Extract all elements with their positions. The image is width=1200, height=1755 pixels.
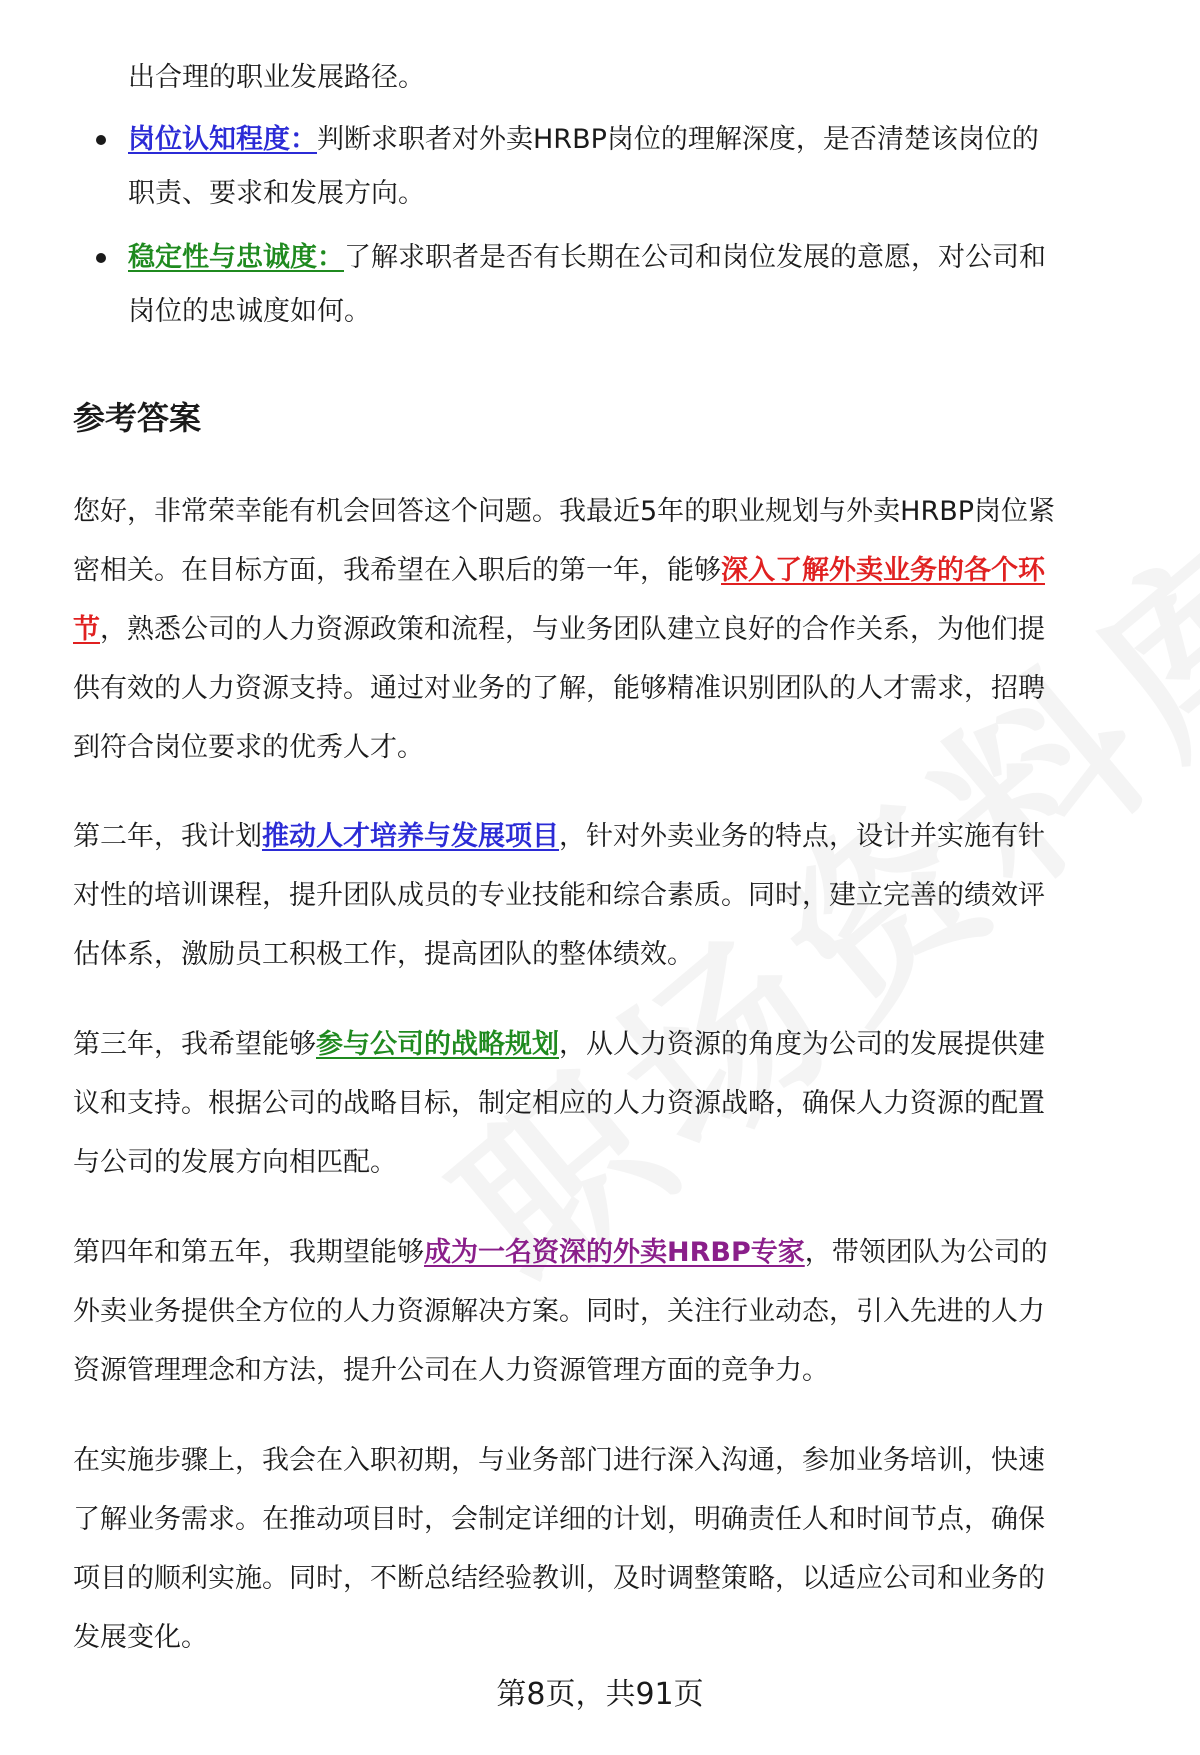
paragraph-text: 第二年，我计划 <box>73 821 262 852</box>
bullet-icon <box>96 135 106 145</box>
paragraph-line <box>73 817 1045 857</box>
highlight-stability: 稳定性与忠诚度： <box>128 242 344 273</box>
list-item-continuation: 出合理的职业发展路径。 <box>128 62 425 93</box>
list-item-stability <box>128 238 1046 278</box>
list-item-text: 职责、要求和发展方向。 <box>128 178 425 209</box>
paragraph-line <box>73 1025 1045 1065</box>
paragraph-line: 议和支持。根据公司的战略目标，制定相应的人力资源战略，确保人力资源的配置 <box>73 1088 1045 1119</box>
paragraph-line: 在实施步骤上，我会在入职初期，与业务部门进行深入沟通，参加业务培训，快速 <box>73 1445 1045 1476</box>
paragraph-line: 了解业务需求。在推动项目时，会制定详细的计划，明确责任人和时间节点，确保 <box>73 1504 1045 1535</box>
paragraph-line: 外卖业务提供全方位的人力资源解决方案。同时，关注行业动态，引入先进的人力 <box>73 1296 1045 1327</box>
paragraph-text: ，带领团队为公司的 <box>804 1237 1048 1268</box>
highlight-job-awareness: 岗位认知程度： <box>128 124 317 155</box>
highlight-business-understanding: 深入了解外卖业务的各个环 <box>721 555 1045 586</box>
paragraph-line <box>73 1233 1048 1273</box>
list-item-text: 岗位的忠诚度如何。 <box>128 296 371 327</box>
paragraph-line: 估体系，激励员工积极工作，提高团队的整体绩效。 <box>73 939 694 970</box>
paragraph-text: ，从人力资源的角度为公司的发展提供建 <box>559 1029 1045 1060</box>
paragraph-text: ，熟悉公司的人力资源政策和流程，与业务团队建立良好的合作关系，为他们提 <box>100 614 1045 645</box>
paragraph-line: 到符合岗位要求的优秀人才。 <box>73 732 424 763</box>
list-item-text: 判断求职者对外卖HRBP岗位的理解深度，是否清楚该岗位的 <box>317 124 1039 155</box>
page-number: 第8页，共91页 <box>496 1677 704 1712</box>
paragraph-text: 密相关。在目标方面，我希望在入职后的第一年，能够 <box>73 555 721 586</box>
paragraph-line: 对性的培训课程，提升团队成员的专业技能和综合素质。同时，建立完善的绩效评 <box>73 880 1045 911</box>
paragraph-line <box>73 551 1045 591</box>
paragraph-line: 供有效的人力资源支持。通过对业务的了解，能够精准识别团队的人才需求，招聘 <box>73 673 1045 704</box>
highlight-hrbp-expert: 成为一名资深的外卖HRBP专家 <box>424 1237 805 1268</box>
highlight-business-understanding: 节 <box>73 614 100 645</box>
list-item-text: 了解求职者是否有长期在公司和岗位发展的意愿，对公司和 <box>344 242 1046 273</box>
paragraph-line: 资源管理理念和方法，提升公司在人力资源管理方面的竞争力。 <box>73 1355 829 1386</box>
paragraph-text: 第四年和第五年，我期望能够 <box>73 1237 424 1268</box>
paragraph-line: 项目的顺利实施。同时，不断总结经验教训，及时调整策略，以适应公司和业务的 <box>73 1563 1045 1594</box>
paragraph-line <box>73 610 1045 650</box>
bullet-icon <box>96 253 106 263</box>
paragraph-line: 与公司的发展方向相匹配。 <box>73 1147 397 1178</box>
highlight-talent-development: 推动人才培养与发展项目 <box>262 821 559 852</box>
paragraph-line: 发展变化。 <box>73 1622 208 1653</box>
paragraph-text: ，针对外卖业务的特点，设计并实施有针 <box>559 821 1045 852</box>
section-heading: 参考答案 <box>73 399 202 437</box>
paragraph-line: 您好，非常荣幸能有机会回答这个问题。我最近5年的职业规划与外卖HRBP岗位紧 <box>73 496 1056 527</box>
paragraph-text: 第三年，我希望能够 <box>73 1029 316 1060</box>
highlight-strategic-planning: 参与公司的战略规划 <box>316 1029 559 1060</box>
list-item-job-awareness <box>128 120 1039 160</box>
